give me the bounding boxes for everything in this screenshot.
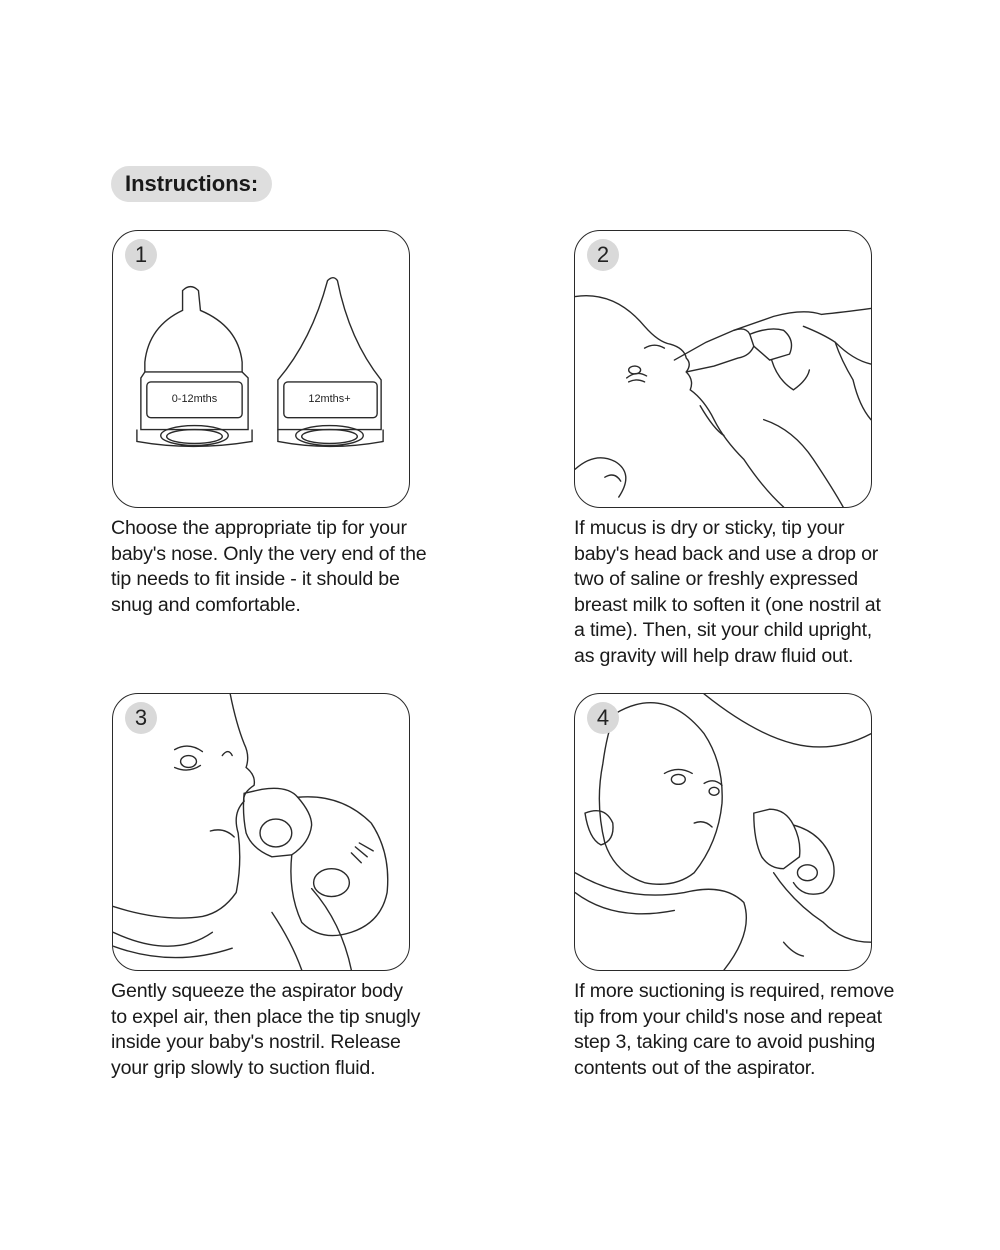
tip-label-large: 12mths+	[308, 392, 351, 405]
baby-aspirator-squeeze-illustration	[113, 694, 409, 970]
hard-tip-drawing	[278, 278, 383, 447]
baby-saline-drop-illustration	[575, 231, 871, 507]
step-2-description: If mucus is dry or sticky, tip your baby's head back and use a drop or two of saline or freshly expressed breast milk to soften it (one nostril at a time). Then, sit your child upright, as gravity will help draw fluid out.	[574, 517, 881, 667]
step-4-description: If more suctioning is required, remove tip from your child's nose and repeat step 3, taking care to avoid pushing contents out of the aspirator.	[574, 980, 895, 1079]
baby-repeat-suction-illustration	[575, 694, 871, 970]
step-2-number-badge: 2	[587, 239, 619, 271]
soft-tip-drawing	[137, 287, 252, 447]
step-4-number-badge: 4	[587, 702, 619, 734]
step-4-illustration-panel	[574, 693, 872, 971]
step-1-illustration-panel	[112, 230, 410, 508]
instructions-title: Instructions:	[111, 166, 272, 202]
step-1-number-badge: 1	[125, 239, 157, 271]
tip-label-small: 0-12mths	[171, 392, 218, 405]
step-3-number-badge: 3	[125, 702, 157, 734]
step-3-description: Gently squeeze the aspirator body to expel air, then place the tip snugly inside your baby's nostril. Release your grip slowly to suction fluid.	[111, 980, 421, 1079]
step-2-illustration-panel	[574, 230, 872, 508]
step-1-description: Choose the appropriate tip for your baby's nose. Only the very end of the tip needs to fit inside - it should be snug and comfortable.	[111, 517, 427, 616]
step-3-illustration-panel	[112, 693, 410, 971]
nozzle-tips-illustration	[113, 231, 409, 507]
